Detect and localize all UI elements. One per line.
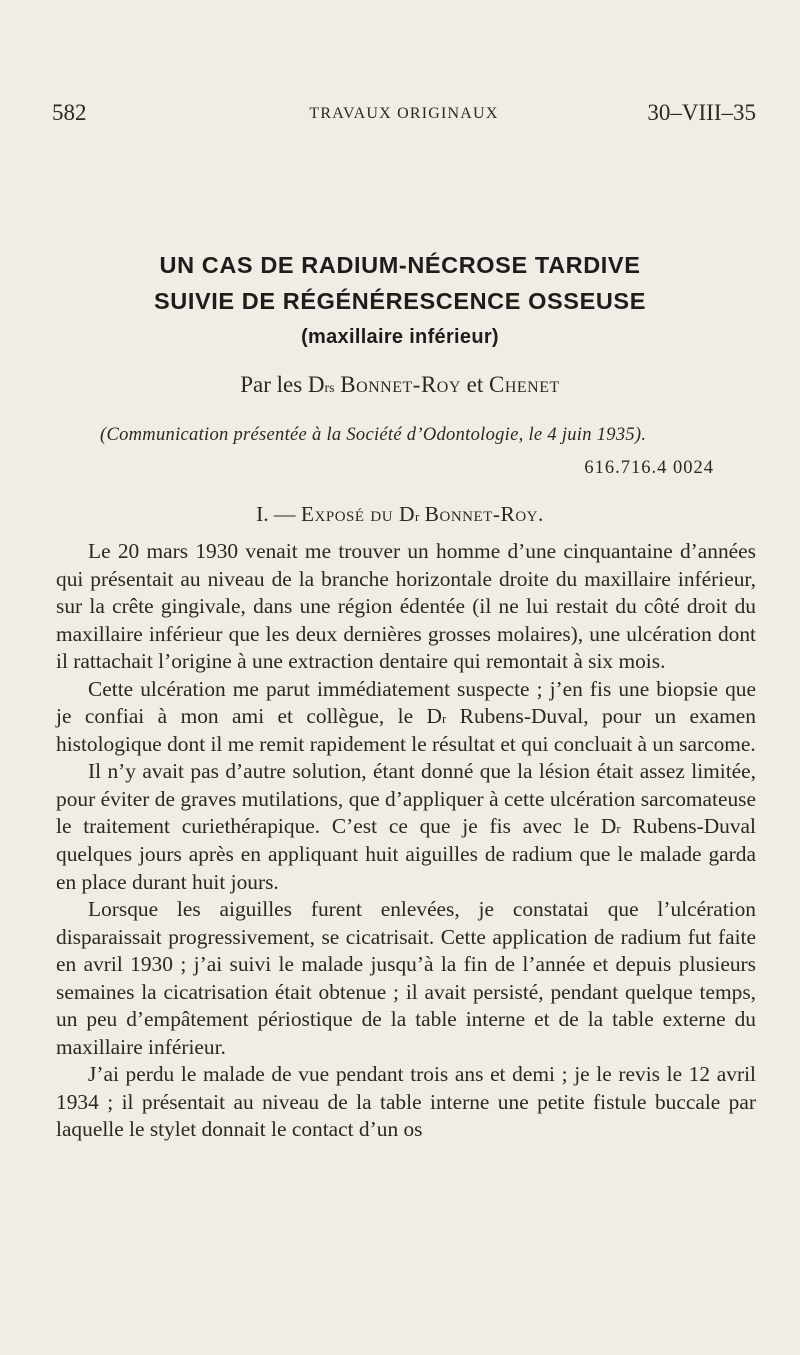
paragraph-2: [56, 676, 756, 759]
byline-prefix: Par les D: [240, 372, 325, 397]
paragraph-5: J’ai perdu le malade de vue pendant trois ans et demi ; je le revis le 12 avril 1934 ; il présentait au niveau de la table interne une petite fistule buccale par laquelle le stylet donnait le contact d’un os: [56, 1062, 756, 1142]
communication-note: (Communication présentée à la Société d’Odontologie, le 4 juin 1935).: [100, 425, 647, 445]
classification-number: 616.716.4 0024: [584, 458, 714, 478]
paragraph-4: Lorsque les aiguilles furent enlevées, je constatai que l’ulcération disparaissait progressivement, se cicatrisait. Cette application de radium fut faite en avril 1930 ; j’ai suivi le malade jusqu’à la fin de l’année et depuis plusieurs semaines la cicatrisation était obtenue ; il avait persisté, pendant quelque temps, un peu d’empâtement périostique de la table interne et de la table externe du maxillaire inférieur.: [56, 897, 756, 1059]
section-heading: [0, 502, 800, 527]
byline-conjunction: et: [466, 372, 484, 397]
issue-date: 30–VIII–35: [647, 100, 756, 125]
page-number: 582: [52, 100, 87, 125]
paragraph-3-part-a: Il n’y avait pas d’autre solution, étant donné que la lésion était assez limitée, pour éviter de graves mutilations, que d’appliquer à cette ulcération sarcomateuse le traitement curiethérapique. C’est ce que je fis avec le D: [56, 759, 756, 839]
section-title-sup: r: [415, 510, 420, 524]
paragraph-3-sup: r: [616, 822, 621, 837]
article-title-line-2: SUIVIE DE RÉGÉNÉRESCENCE OSSEUSE: [154, 288, 646, 314]
journal-section: TRAVAUX ORIGINAUX: [309, 105, 499, 122]
byline: [0, 372, 800, 398]
author-1: Bonnet-Roy: [340, 372, 461, 397]
paragraph-2-sup: r: [441, 712, 447, 727]
byline-title-sup: rs: [324, 380, 335, 395]
paragraph-2-part-b: Rubens-Duval, pour un examen histologique dont il me remit rapidement le résultat et qui concluait à un sarcome.: [56, 704, 756, 756]
running-head: [52, 100, 756, 134]
article-subtitle: (maxillaire inférieur): [301, 326, 499, 348]
section-number: I. —: [256, 502, 296, 526]
article-title-line-1: UN CAS DE RADIUM-NÉCROSE TARDIVE: [159, 252, 641, 278]
section-title: Exposé du D: [300, 502, 415, 526]
paragraph-2-part-a: Cette ulcération me parut immédiatement suspecte ; j’en fis une biopsie que je confiai à mon ami et collègue, le D: [56, 676, 756, 729]
section-author: Bonnet-Roy.: [424, 502, 544, 526]
paragraph-1: Le 20 mars 1930 venait me trouver un homme d’une cinquantaine d’années qui présentait au niveau de la branche horizontale droite du maxillaire inférieur, sur la crête gingivale, dans une région édentée (il ne lui restait du côté droit du maxillaire inférieur que les deux dernières grosses molaires), une ulcération dont il rattachait l’origine à une extraction dentaire qui remontait à six mois.: [56, 539, 756, 674]
paragraph-3-part-b: Rubens-Duval quelques jours après en appliquant huit aiguilles de radium que le malade garda en place durant huit jours.: [56, 814, 756, 894]
author-2: Chenet: [489, 372, 560, 397]
paragraph-3: [56, 758, 756, 896]
article-body: [56, 538, 756, 1144]
